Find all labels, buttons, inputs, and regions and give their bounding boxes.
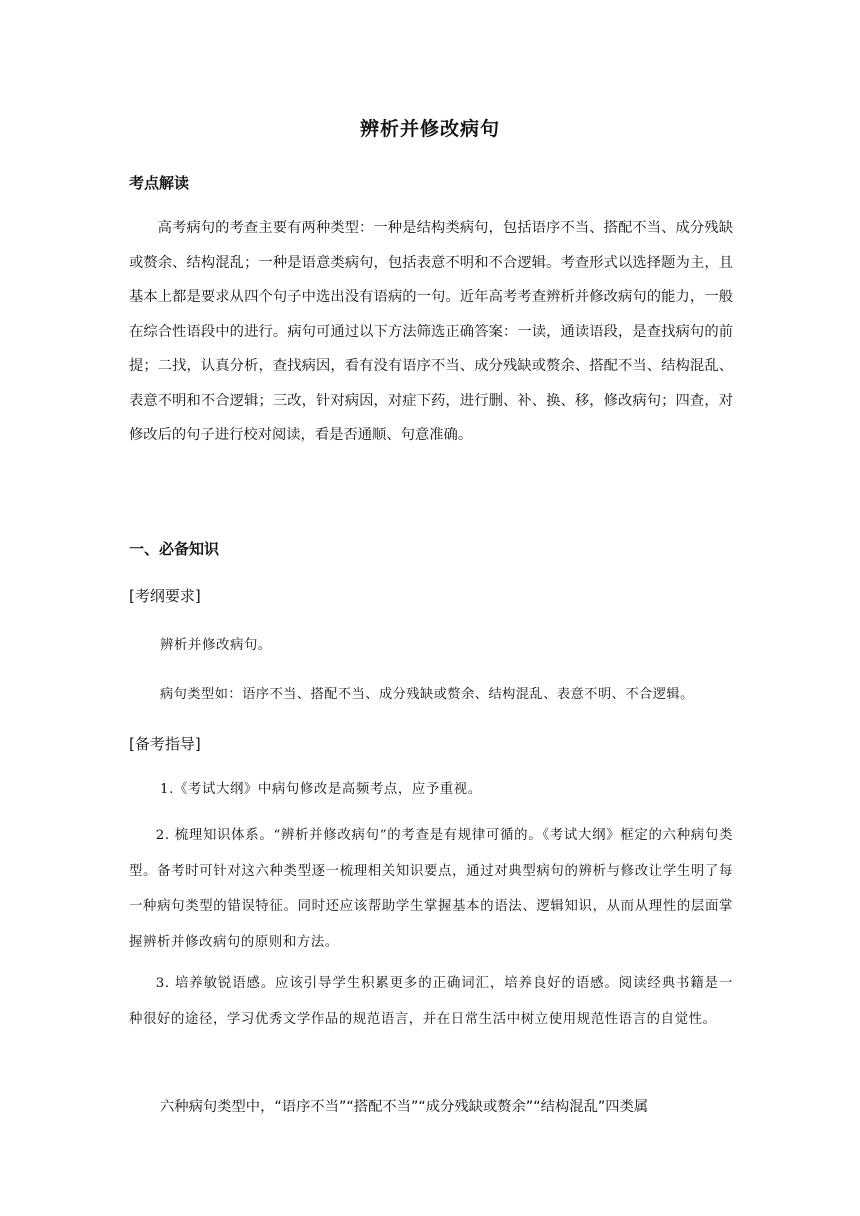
exam-points-paragraph: 高考病句的考查主要有两种类型：一种是结构类病句，包括语序不当、搭配不当、成分残缺或赘余、结构混乱；一种是语意类病句，包括表意不明和不合逻辑。考查形式以选择题为主，且基本上都是要求从四个句子中选出没有语病的一句。近年高考考查辨析并修改病句的能力，一般在综合性语段中的进行。病句可通过以下方法筛选正确答案：一读，通读语段，是查找病句的前提；二找，认真分析，查找病因，看有没有语序不当、成分残缺或赘余、搭配不当、结构混乱、表意不明和不合逻辑；三改，针对病因，对症下药，进行删、补、换、移，修改病句；四查，对修改后的句子进行校对阅读，看是否通顺、句意准确。 <box>129 220 733 443</box>
guidance-closing-paragraph: 六种病句类型中，“语序不当”“搭配不当”“成分残缺或赘余”“结构混乱”四类属 <box>160 1099 649 1115</box>
guidance-label: [备考指导] <box>129 735 201 753</box>
guidance-item-2: 2. 梳理知识体系。“辨析并修改病句”的考查是有规律可循的。《考试大纲》框定的六种病句类型。备考时可针对这六种类型逐一梳理相关知识要点，通过对典型病句的辨析与修改让学生明了每一种病句类型的错误特征。同时还应该帮助学生掌握基本的语法、逻辑知识，从而从理性的层面掌握辨析并修改病句的原则和方法。 <box>129 828 733 950</box>
document-title: 辨析并修改病句 <box>359 118 500 140</box>
requirement-line-2: 病句类型如：语序不当、搭配不当、成分残缺或赘余、结构混乱、表意不明、不合逻辑。 <box>160 687 694 702</box>
guidance-item-3: 3. 培养敏锐语感。应该引导学生积累更多的正确词汇，培养良好的语感。阅读经典书籍是一种很好的途径，学习优秀文学作品的规范语言，并在日常生活中树立使用规范性语言的自觉性。 <box>129 976 733 1027</box>
requirement-label: [考纲要求] <box>129 587 201 605</box>
guidance-item-1: 1.《考试大纲》中病句修改是高频考点，应予重视。 <box>160 782 482 797</box>
requirement-line-1: 辨析并修改病句。 <box>160 638 272 653</box>
section-heading-required-knowledge: 一、必备知识 <box>129 540 220 558</box>
section-heading-exam-points: 考点解读 <box>129 174 190 192</box>
